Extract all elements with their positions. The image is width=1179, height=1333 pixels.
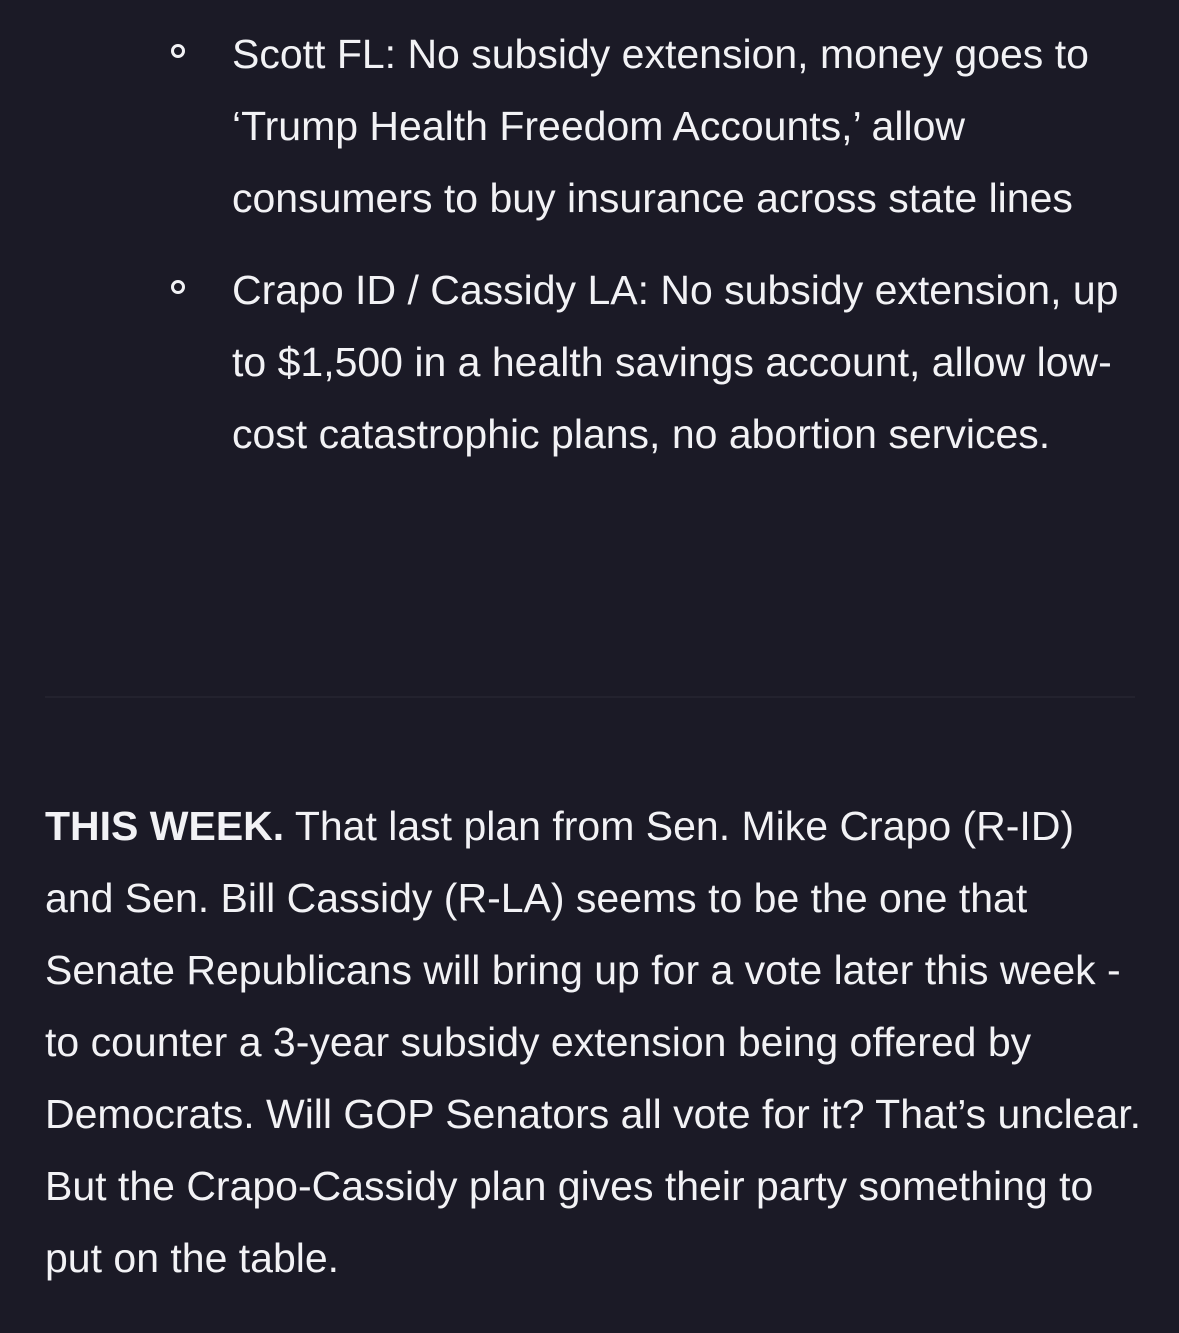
list-item [0,18,1179,234]
list-item-text: Scott FL: No subsidy extension, money goes to ‘Trump Health Freedom Accounts,’ allow consumers to buy insurance across state lines [232,31,1089,221]
this-week-paragraph [45,790,1145,1294]
paragraph-body: That last plan from Sen. Mike Crapo (R-ID) and Sen. Bill Cassidy (R-LA) seems to be the one that Senate Republicans will bring up for a vote later this week - to counter a 3-year subsidy extension being offered by Democrats. Will GOP Senators all vote for it? That’s unclear. But the Crapo-Cassidy plan gives their party something to put on the table. [45,803,1142,1281]
hollow-circle-bullet-icon [171,44,185,58]
section-divider [45,696,1135,698]
hollow-circle-bullet-icon [171,280,185,294]
sub-bullet-list [0,18,1179,490]
paragraph-lead: THIS WEEK. [45,803,285,849]
list-item-text: Crapo ID / Cassidy LA: No subsidy extension, up to $1,500 in a health savings account, allow low-cost catastrophic plans, no abortion services. [232,267,1119,457]
list-item [0,254,1179,470]
